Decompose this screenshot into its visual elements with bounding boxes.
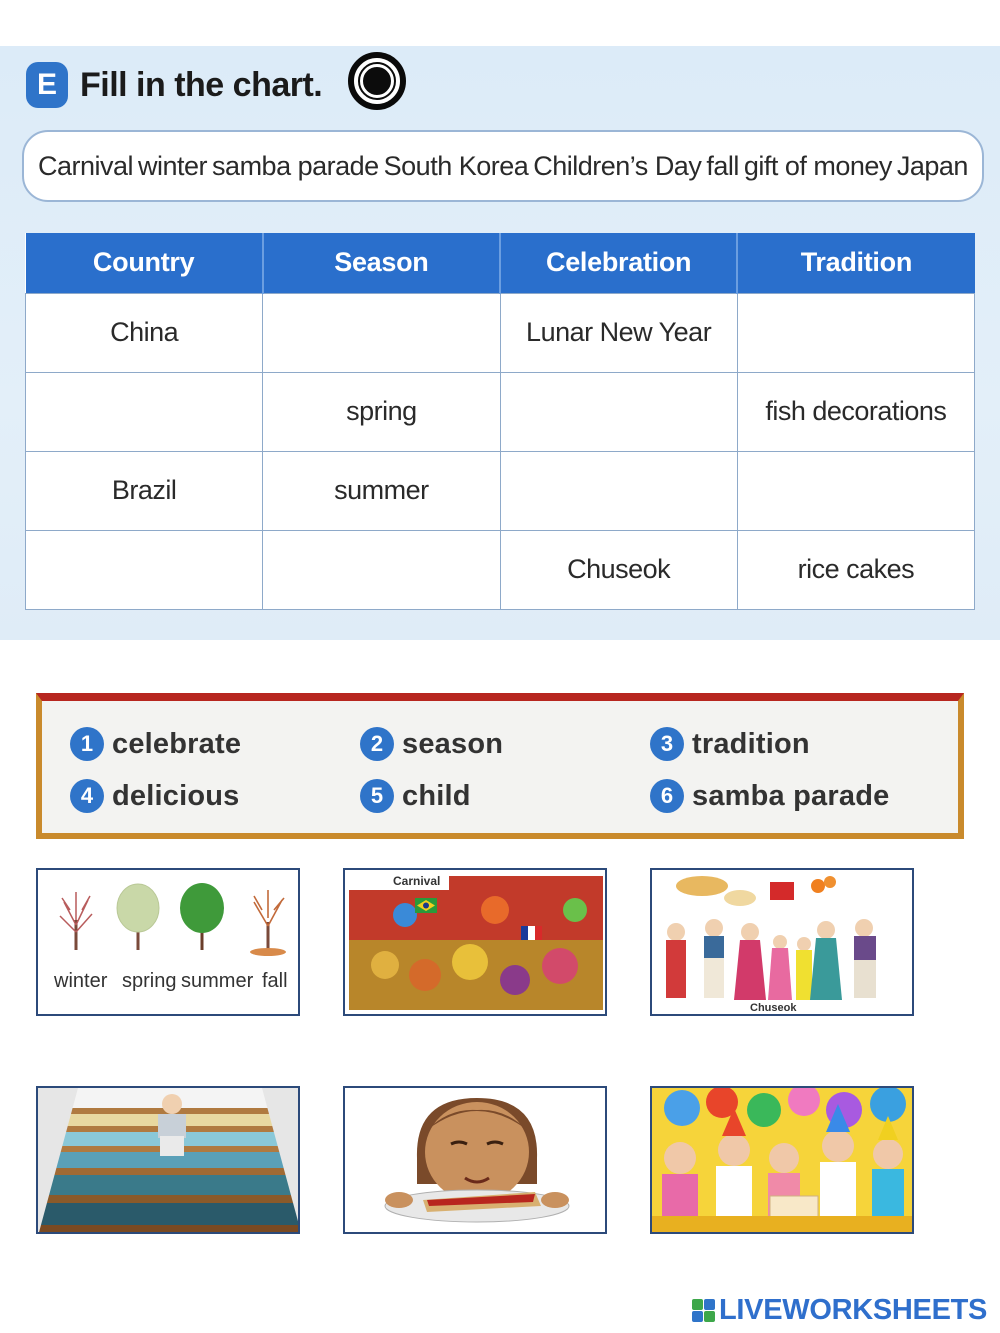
smelling-pie-illustration	[345, 1088, 607, 1234]
season-caption: spring	[122, 970, 177, 992]
answer-cell-season[interactable]	[263, 293, 500, 372]
number-badge: 2	[360, 727, 394, 761]
child-stairs-illustration	[38, 1088, 300, 1234]
chuseok-caption: Chuseok	[750, 1002, 797, 1014]
vocab-word: celebrate	[112, 727, 242, 760]
brand-mark-icon	[692, 1299, 715, 1322]
word-bank-item[interactable]: Children’s Day	[533, 150, 702, 181]
answer-cell-season[interactable]	[263, 530, 500, 609]
table-row	[26, 451, 975, 530]
word-bank-item[interactable]: Japan	[896, 150, 968, 181]
header-celebration: Celebration	[500, 233, 737, 293]
cell-celebration: Lunar New Year	[500, 293, 737, 372]
word-bank-item[interactable]: winter	[138, 150, 208, 181]
table-row	[26, 372, 975, 451]
table-row	[26, 530, 975, 609]
liveworksheets-logo	[692, 1294, 987, 1327]
cell-tradition: rice cakes	[737, 530, 974, 609]
vocab-item[interactable]	[650, 727, 930, 761]
carnival-caption: Carnival	[393, 874, 441, 888]
seasons-trees-illustration	[38, 870, 300, 1016]
vocab-word: samba parade	[692, 779, 890, 812]
table-row	[26, 293, 975, 372]
answer-cell-celebration[interactable]	[500, 372, 737, 451]
word-bank-item[interactable]: fall	[706, 150, 739, 181]
exercise-title: Fill in the chart.	[80, 66, 323, 104]
header-country: Country	[26, 233, 263, 293]
celebration-chart	[25, 233, 975, 610]
vocab-item[interactable]	[360, 727, 650, 761]
brand-text: LIVEWORKSHEETS	[719, 1294, 988, 1326]
word-bank-item[interactable]: South Korea	[383, 150, 529, 181]
birthday-party-image[interactable]	[650, 1086, 914, 1234]
answer-cell-country[interactable]	[26, 372, 263, 451]
child-on-stairs-image[interactable]	[36, 1086, 300, 1234]
cell-country: China	[26, 293, 263, 372]
cell-season: summer	[263, 451, 500, 530]
number-badge: 5	[360, 779, 394, 813]
cell-season: spring	[263, 372, 500, 451]
number-badge: 6	[650, 779, 684, 813]
audio-target-icon[interactable]	[348, 52, 406, 110]
answer-cell-tradition[interactable]	[737, 293, 974, 372]
season-caption: winter	[54, 970, 108, 992]
birthday-party-illustration	[652, 1088, 914, 1234]
chuseok-image[interactable]	[650, 868, 914, 1016]
seasons-image[interactable]	[36, 868, 300, 1016]
number-badge: 3	[650, 727, 684, 761]
number-badge: 4	[70, 779, 104, 813]
word-bank	[22, 130, 984, 202]
cell-tradition: fish decorations	[737, 372, 974, 451]
word-bank-item[interactable]: Carnival	[38, 150, 134, 181]
chuseok-family-illustration	[652, 870, 914, 1016]
header-season: Season	[263, 233, 500, 293]
delicious-pie-image[interactable]	[343, 1086, 607, 1234]
vocab-item[interactable]	[650, 779, 930, 813]
vocabulary-box	[36, 693, 964, 839]
number-badge: 1	[70, 727, 104, 761]
vocab-item[interactable]	[70, 779, 360, 813]
answer-cell-celebration[interactable]	[500, 451, 737, 530]
vocab-word: tradition	[692, 727, 810, 760]
cell-celebration: Chuseok	[500, 530, 737, 609]
vocab-word: season	[402, 727, 504, 760]
vocab-word: child	[402, 779, 471, 812]
carnival-image[interactable]	[343, 868, 607, 1016]
cell-country: Brazil	[26, 451, 263, 530]
season-caption: summer	[181, 970, 254, 992]
vocab-word: delicious	[112, 779, 240, 812]
carnival-parade-illustration	[345, 870, 607, 1016]
vocab-item[interactable]	[70, 727, 360, 761]
vocab-item[interactable]	[360, 779, 650, 813]
exercise-badge: E	[26, 62, 68, 108]
season-caption: fall	[262, 970, 288, 992]
chart-header-row	[26, 233, 975, 293]
header-tradition: Tradition	[737, 233, 974, 293]
answer-cell-country[interactable]	[26, 530, 263, 609]
answer-cell-tradition[interactable]	[737, 451, 974, 530]
word-bank-item[interactable]: gift of money	[743, 150, 892, 181]
word-bank-item[interactable]: samba parade	[212, 150, 379, 181]
